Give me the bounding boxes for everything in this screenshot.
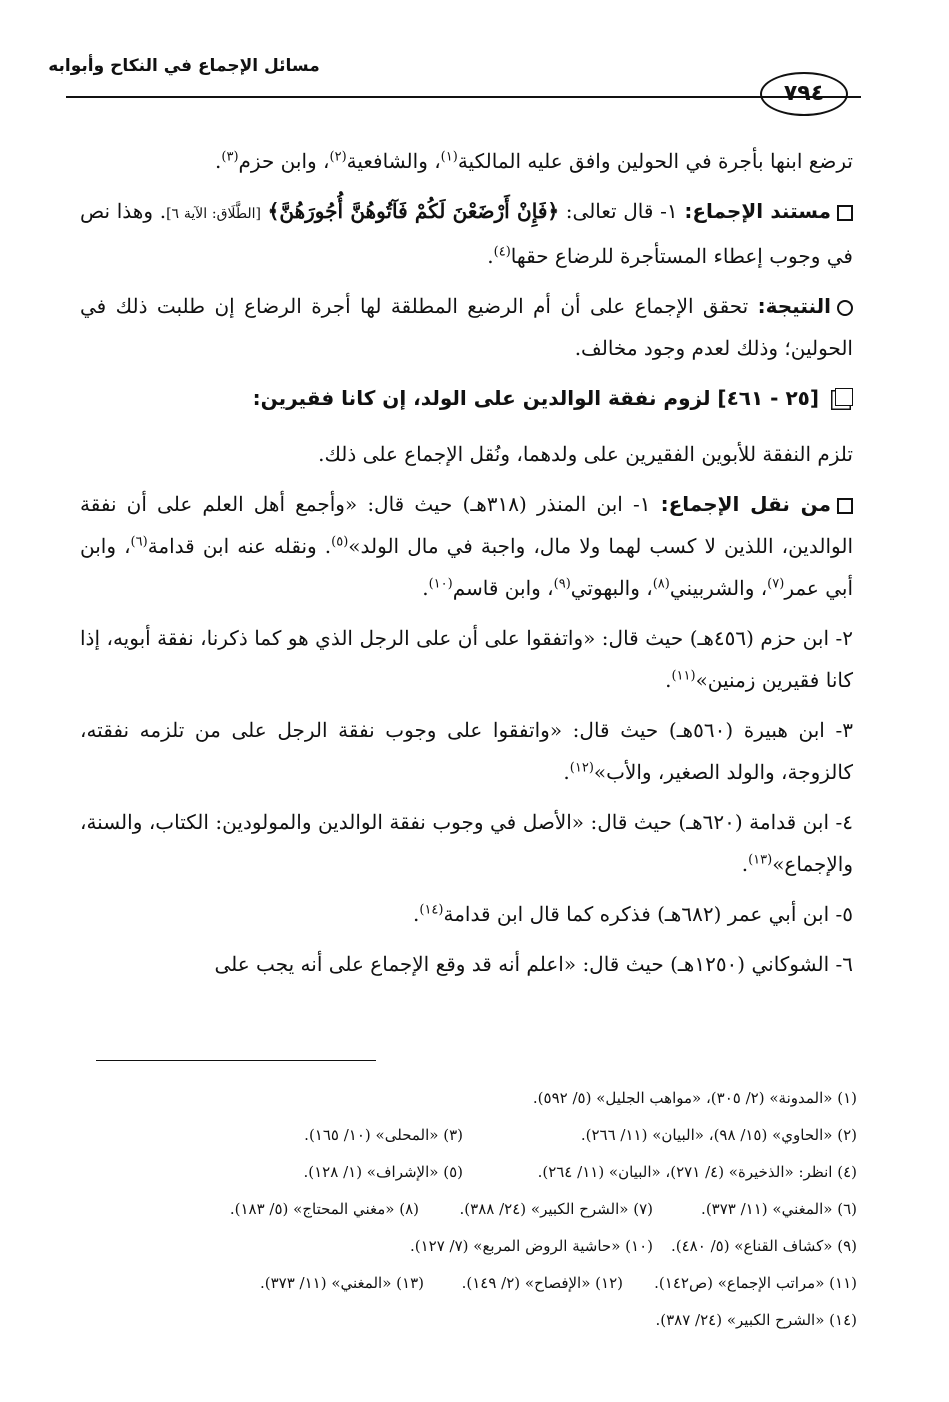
footnote-ref[interactable]: (١٠) (428, 576, 453, 592)
footnote-item: (٣) «المحلى» (١٠/ ١٦٥). (304, 1126, 463, 1144)
footnote-item: (١٤) «الشرح الكبير» (٢٤/ ٣٨٧). (655, 1311, 857, 1329)
footnote-item: (١) «المدونة» (٢/ ٣٠٥)، «مواهب الجليل» (٥/ ٥٩٢). (532, 1089, 857, 1107)
footnote-item: (٦) «المغني» (١١/ ٣٧٣). (701, 1200, 857, 1218)
footnote-ref[interactable]: (١١) (671, 668, 696, 684)
footnote-ref[interactable]: (٩) (553, 576, 571, 592)
footnote-item: (١٠) «حاشية الروض المربع» (٧/ ١٢٧). (409, 1237, 653, 1255)
footnote-row (80, 1265, 857, 1302)
footnote-item: (١٣) «المغني» (١١/ ٣٧٣). (259, 1274, 424, 1292)
footnote-item: (٩) «كشاف القناع» (٥/ ٤٨٠). (671, 1237, 857, 1255)
square-bullet-icon (837, 205, 853, 221)
paragraph-evidence: مستند الإجماع: ١- قال تعالى: ﴿فَإِنْ أَرْضَعْنَ لَكُمْ فَآتُوهُنَّ أُجُورَهُنَّ﴾ [الطَّلَاق: الآية ٦]. وهذا نص في وجوب إعطاء المستأجرة للرضاع حقها$^{(٤)}$. (80, 199, 853, 268)
paragraph-ibn-hazm: ٢- ابن حزم (٤٥٦هـ) حيث قال: «واتفقوا على أن على الرجل الذي هو كما ذكرنا، نفقة أبويه، إذا كانا فقيرين زمنين»$^{(١١)}$. (80, 626, 853, 692)
evidence-heading: مستند الإجماع: (684, 199, 831, 223)
main-text (80, 140, 853, 993)
footnote-ref[interactable]: (٦) (130, 534, 148, 550)
paragraph-shawkani: ٦- الشوكاني (١٢٥٠هـ) حيث قال: «اعلم أنه قد وقع الإجماع على أنه يجب على (214, 952, 853, 976)
paragraph-result: النتيجة: تحقق الإجماع على أن أم الرضيع المطلقة لها أجرة الرضاع إن طلبت ذلك في الحولين؛ وذلك لعدم وجود مخالف. (80, 294, 853, 360)
paragraph-ibn-qudama: ٤- ابن قدامة (٦٢٠هـ) حيث قال: «الأصل في وجوب نفقة الوالدين والمولودين: الكتاب، والسنة، والإجماع»$^{(١٣)}$. (80, 810, 854, 876)
verse-citation: [الطَّلَاق: الآية ٦] (166, 206, 261, 222)
footnote-item: (٨) «مغني المحتاج» (٥/ ١٨٣). (229, 1200, 419, 1218)
footnote-ref[interactable]: (١٣) (748, 852, 773, 868)
paragraph-ibn-abi-umar: ٥- ابن أبي عمر (٦٨٢هـ) فذكره كما قال ابن قدامة$^{(١٤)}$. (413, 902, 853, 926)
footnote-ref[interactable]: (١٤) (419, 902, 444, 918)
footnote-row (80, 1228, 857, 1265)
footnote-ref[interactable]: (١٢) (569, 760, 594, 776)
footnote-ref[interactable]: (٨) (652, 576, 670, 592)
footnote-item: (١١) «مراتب الإجماع» (ص١٤٢). (654, 1274, 857, 1292)
footnote-ref[interactable]: (٧) (767, 576, 785, 592)
footnotes (80, 1080, 857, 1339)
footnote-row (80, 1080, 857, 1117)
result-heading: النتيجة: (757, 294, 832, 318)
paragraph-transmitters: من نقل الإجماع: ١- ابن المنذر (٣١٨هـ) حيث قال: «وأجمع أهل العلم على أن نفقة الوالدين، اللذين لا كسب لهما ولا مال، واجبة في مال الولد»$^{(٥)}$. ونقله عنه ابن قدامة$^{(٦)}$، وابن أبي عمر$^{(٧)}$، والشربيني$^{(٨)}$، والبهوتي$^{(٩)}$، وابن قاسم$^{(١٠)}$. (80, 492, 853, 600)
footnote-ref[interactable]: (١) (440, 149, 458, 165)
transmitters-heading: من نقل الإجماع: (660, 492, 831, 516)
footnote-ref[interactable]: (٢) (329, 149, 347, 165)
footnote-item: (٥) «الإشراف» (١/ ١٢٨). (303, 1163, 463, 1181)
footnote-item: (١٢) «الإفصاح» (٢/ ١٤٩). (461, 1274, 623, 1292)
running-header-title: مسائل الإجماع في النكاح وأبوابه (48, 56, 320, 76)
paragraph-intro: تلزم النفقة للأبوين الفقيرين على ولدهما، ونُقل الإجماع على ذلك. (318, 442, 853, 466)
footnote-item: (٧) «الشرح الكبير» (٢٤/ ٣٨٨). (459, 1200, 653, 1218)
quran-verse: ﴿فَإِنْ أَرْضَعْنَ لَكُمْ فَآتُوهُنَّ أُجُورَهُنَّ﴾ (267, 199, 560, 223)
footnote-ref[interactable]: (٣) (221, 149, 239, 165)
footnote-item: (٤) انظر: «الذخيرة» (٤/ ٢٧١)، «البيان» (١١/ ٢٦٤). (537, 1163, 857, 1181)
footnote-ref[interactable]: (٤) (493, 244, 511, 260)
paragraph-ibn-hubayra: ٣- ابن هبيرة (٥٦٠هـ) حيث قال: «واتفقوا على وجوب نفقة الرجل على من تلزمه نفقته، كالزوجة، والولد الصغير، والأب»$^{(١٢)}$. (80, 718, 853, 784)
paragraph-1: ترضع ابنها بأجرة في الحولين وافق عليه المالكية$^{(١)}$، والشافعية$^{(٢)}$، وابن حزم$^{(٣)}$. (215, 149, 853, 173)
page-number: ٧٩٤ (760, 72, 848, 116)
header-rule (66, 96, 861, 98)
footnote-item: (٢) «الحاوي» (١٥/ ٩٨)، «البيان» (١١/ ٢٦٦). (580, 1126, 857, 1144)
circle-bullet-icon (837, 300, 853, 316)
footnote-row (80, 1302, 857, 1339)
square-bullet-icon (837, 498, 853, 514)
footnote-row (80, 1117, 857, 1154)
pages-icon (835, 388, 853, 406)
section-heading: [٢٥ - ٤٦١] لزوم نفقة الوالدين على الولد، إن كانا فقيرين: (80, 377, 853, 419)
footnote-row (80, 1154, 857, 1191)
footnote-row (80, 1191, 857, 1228)
footnote-divider (96, 1060, 376, 1061)
footnote-ref[interactable]: (٥) (331, 534, 349, 550)
